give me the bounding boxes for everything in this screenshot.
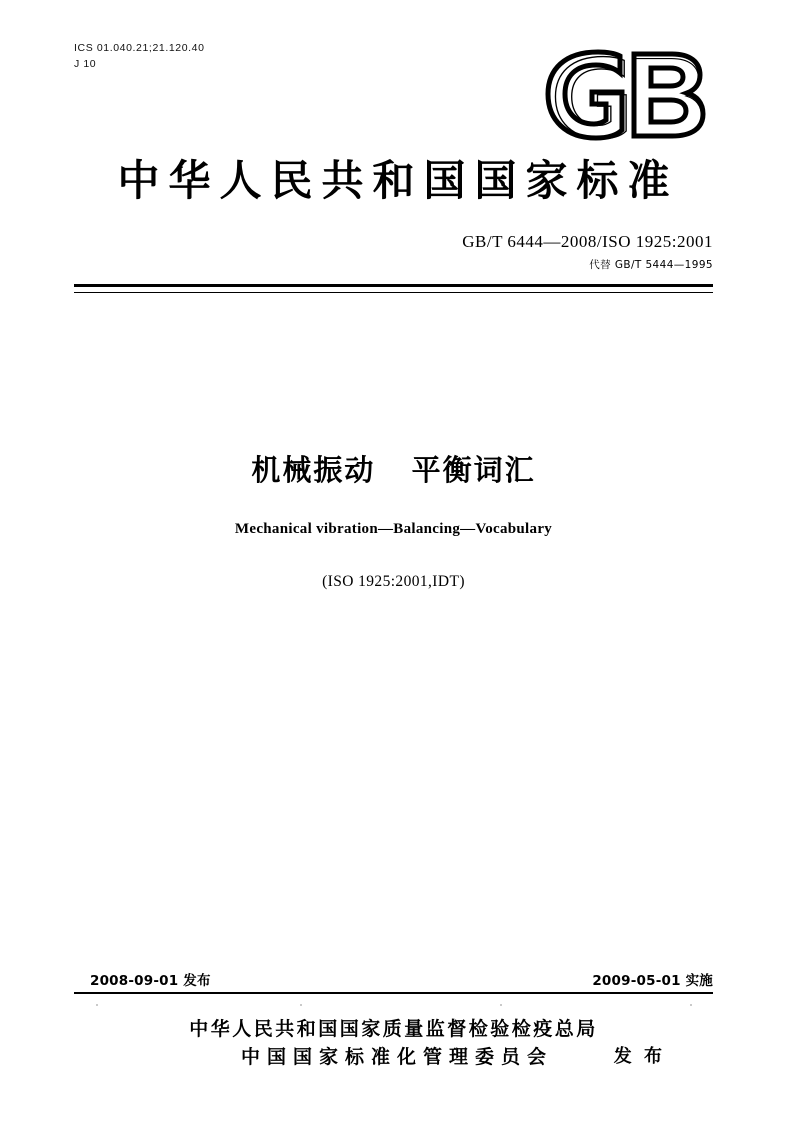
publisher-line-1: 中华人民共和国国家质量监督检验检疫总局 <box>189 1018 598 1040</box>
page-title: 中华人民共和国国家标准 <box>117 156 679 205</box>
registration-dot <box>690 1004 692 1006</box>
divider-thick <box>74 284 713 287</box>
replaces-note: 代替 GB/T 5444—1995 <box>589 259 713 271</box>
registration-dot <box>300 1004 302 1006</box>
registration-dot <box>500 1004 502 1006</box>
standard-number: GB/T 6444—2008/ISO 1925:2001 <box>462 232 713 251</box>
issue-date: 2008-09-01 发布 <box>90 973 211 989</box>
document-meta <box>74 40 205 73</box>
iso-correspondence-note: (ISO 1925:2001,IDT) <box>322 573 465 590</box>
publisher-line-2: 中国国家标准化管理委员会 <box>240 1045 553 1068</box>
gb-logo <box>538 42 713 147</box>
document-title-english: Mechanical vibration—Balancing—Vocabulary <box>234 521 553 537</box>
divider-dates <box>74 992 713 994</box>
issue-label: 发 布 <box>613 1046 666 1068</box>
registration-dot <box>96 1004 98 1006</box>
dates-row <box>74 967 713 989</box>
ics-code: ICS 01.040.21;21.120.40 <box>74 42 205 54</box>
classification-code: J 10 <box>74 58 97 71</box>
divider-thin <box>74 292 713 293</box>
document-title-chinese: 机械振动 平衡词汇 <box>251 453 536 487</box>
effective-date: 2009-05-01 实施 <box>592 973 713 989</box>
publisher-block <box>0 1016 787 1071</box>
standard-number-block <box>462 232 713 272</box>
